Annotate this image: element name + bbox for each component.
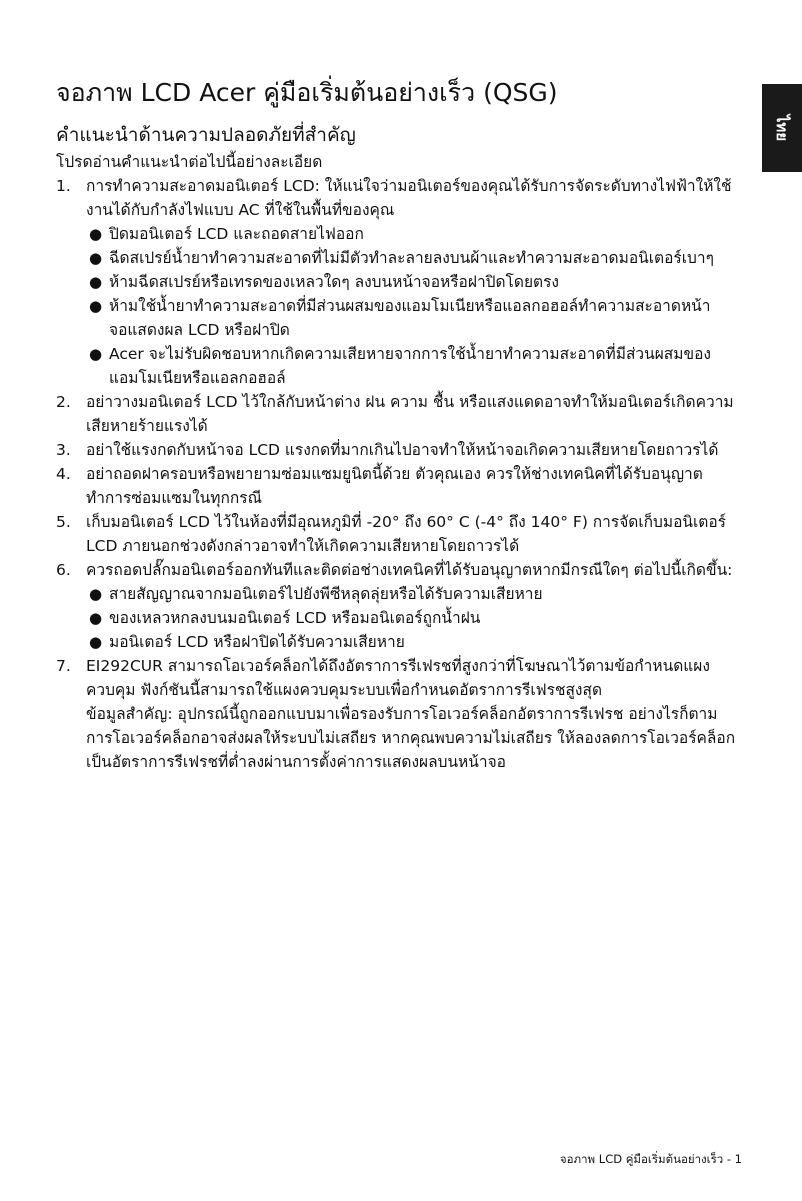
bullet-item bbox=[89, 270, 746, 294]
item-number: 1. bbox=[56, 177, 71, 195]
bullet-icon: ● bbox=[89, 585, 103, 603]
item-text: การทำความสะอาดมอนิเตอร์ LCD: ให้แน่ใจว่ามอนิเตอร์ของคุณได้รับการจัดระดับทางไฟฟ้าให้ใช้งานได้กับกำลังไฟแบบ AC ที่ใช้ในพื้นที่ของคุณ bbox=[86, 177, 732, 219]
item-number: 2. bbox=[56, 393, 71, 411]
list-item bbox=[56, 390, 746, 438]
intro-text: โปรดอ่านคำแนะนำต่อไปนี้อย่างละเอียด bbox=[56, 153, 323, 171]
list-item bbox=[56, 174, 746, 390]
bullet-icon: ● bbox=[89, 345, 103, 363]
bullet-text: ปิดมอนิเตอร์ LCD และถอดสายไฟออก bbox=[109, 225, 364, 243]
page-title: จอภาพ LCD Acer คู่มือเริ่มต้นอย่างเร็ว (QSG) bbox=[56, 78, 558, 107]
bullet-item bbox=[89, 342, 746, 390]
item-body bbox=[86, 510, 746, 558]
bullet-item bbox=[89, 294, 746, 342]
section-heading: คำแนะนำด้านความปลอดภัยที่สำคัญ bbox=[56, 124, 356, 146]
item-number: 7. bbox=[56, 657, 71, 675]
list-item bbox=[56, 654, 746, 774]
bullet-item bbox=[89, 630, 746, 654]
language-tab bbox=[762, 84, 802, 172]
bullet-text: สายสัญญาณจากมอนิเตอร์ไปยังพีซีหลุดลุ่ยหรือได้รับความเสียหาย bbox=[109, 585, 543, 603]
bullet-list bbox=[86, 582, 746, 654]
item-text: อย่าวางมอนิเตอร์ LCD ไว้ใกล้กับหน้าต่าง ฝน ความ ชื้น หรือแสงแดดอาจทำให้มอนิเตอร์เกิดความเสียหายร้ายแรงได้ bbox=[86, 393, 734, 435]
item-body bbox=[86, 558, 746, 654]
bullet-item bbox=[89, 606, 746, 630]
item-number: 6. bbox=[56, 561, 71, 579]
item-text: อย่าถอดฝาครอบหรือพยายามซ่อมแซมยูนิตนี้ด้วย ตัวคุณเอง ควรให้ช่างเทคนิคที่ได้รับอนุญาตทำการซ่อมแซมในทุกกรณี bbox=[86, 465, 703, 507]
bullet-item bbox=[89, 222, 746, 246]
bullet-text: ห้ามฉีดสเปรย์หรือเทรดของเหลวใดๆ ลงบนหน้าจอหรือฝาปิดโดยตรง bbox=[109, 273, 559, 291]
safety-list bbox=[56, 174, 746, 774]
list-item bbox=[56, 462, 746, 510]
list-item bbox=[56, 438, 746, 462]
important-note: ข้อมูลสำคัญ: อุปกรณ์นี้ถูกออกแบบมาเพื่อรองรับการโอเวอร์คล็อกอัตราการรีเฟรช อย่างไรก็ตาม การโอเวอร์คล็อกอาจส่งผลให้ระบบไม่เสถียร หากคุณพบความไม่เสถียร ให้ลองลดการโอเวอร์คล็อกเป็นอัตราการรีเฟรชที่ต่ำลงผ่านการตั้งค่าการแสดงผลบนหน้าจอ bbox=[86, 705, 736, 771]
bullet-text: มอนิเตอร์ LCD หรือฝาปิดได้รับความเสียหาย bbox=[109, 633, 405, 651]
item-body bbox=[86, 462, 746, 510]
bullet-icon: ● bbox=[89, 609, 103, 627]
bullet-text: ของเหลวหกลงบนมอนิเตอร์ LCD หรือมอนิเตอร์ถูกน้ำฝน bbox=[109, 609, 481, 627]
language-tab-label: ไทย bbox=[773, 114, 791, 142]
bullet-icon: ● bbox=[89, 633, 103, 651]
bullet-icon: ● bbox=[89, 225, 103, 243]
item-number: 3. bbox=[56, 441, 71, 459]
list-item bbox=[56, 558, 746, 654]
item-body bbox=[86, 654, 746, 774]
page-content bbox=[56, 70, 746, 774]
item-body bbox=[86, 174, 746, 390]
item-number: 4. bbox=[56, 465, 71, 483]
bullet-text: ฉีดสเปรย์น้ำยาทำความสะอาดที่ไม่มีตัวทำละลายลงบนผ้าและทำความสะอาดมอนิเตอร์เบาๆ bbox=[109, 249, 714, 267]
bullet-text: Acer จะไม่รับผิดชอบหากเกิดความเสียหายจากการใช้น้ำยาทำความสะอาดที่มีส่วนผสมของแอมโมเนียหรือแอลกอฮอล์ bbox=[109, 345, 711, 387]
bullet-icon: ● bbox=[89, 273, 103, 291]
bullet-icon: ● bbox=[89, 249, 103, 267]
item-text: อย่าใช้แรงกดกับหน้าจอ LCD แรงกดที่มากเกินไปอาจทำให้หน้าจอเกิดความเสียหายโดยถาวรได้ bbox=[86, 441, 719, 459]
item-text: เก็บมอนิเตอร์ LCD ไว้ในห้องที่มีอุณหภูมิที่ -20° ถึง 60° C (-4° ถึง 140° F) การจัดเก็บมอนิเตอร์ LCD ภายนอกช่วงดังกล่าวอาจทำให้เกิดความเสียหายโดยถาวรได้ bbox=[86, 513, 727, 555]
bullet-text: ห้ามใช้น้ำยาทำความสะอาดที่มีส่วนผสมของแอมโมเนียหรือแอลกอฮอล์ทำความสะอาดหน้าจอแสดงผล LCD หรือฝาปิด bbox=[109, 297, 711, 339]
item-text: EI292CUR สามารถโอเวอร์คล็อกได้ถึงอัตราการรีเฟรชที่สูงกว่าที่โฆษณาไว้ตามข้อกำหนดแผงควบคุม ฟังก์ชันนี้สามารถใช้แผงควบคุมระบบเพื่อกำหนดอัตราการรีเฟรชสูงสุด bbox=[86, 657, 710, 699]
list-item bbox=[56, 510, 746, 558]
page-footer: จอภาพ LCD คู่มือเริ่มต้นอย่างเร็ว - 1 bbox=[559, 1152, 742, 1166]
item-body bbox=[86, 390, 746, 438]
bullet-item bbox=[89, 582, 746, 606]
bullet-item bbox=[89, 246, 746, 270]
bullet-icon: ● bbox=[89, 297, 103, 315]
bullet-list bbox=[86, 222, 746, 390]
item-number: 5. bbox=[56, 513, 71, 531]
item-text: ควรถอดปลั๊กมอนิเตอร์ออกทันทีและติดต่อช่างเทคนิคที่ได้รับอนุญาตหากมีกรณีใดๆ ต่อไปนี้เกิดขึ้น: bbox=[86, 561, 733, 579]
item-body bbox=[86, 438, 746, 462]
